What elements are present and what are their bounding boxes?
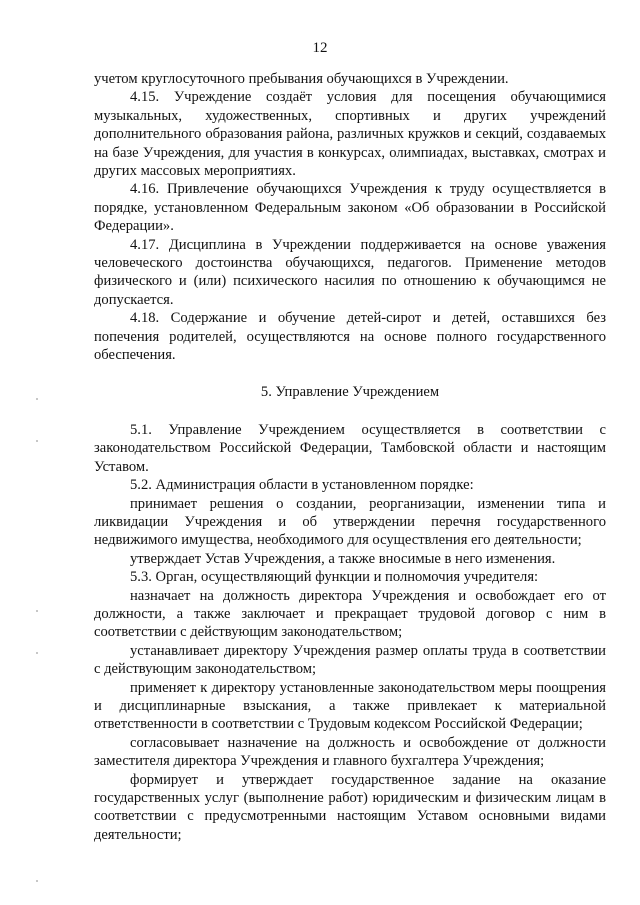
document-body [94, 70, 606, 844]
section-4-paragraphs [94, 70, 606, 365]
paragraph-p52a: принимает решения о создании, реорганизации, изменении типа и ликвидации Учреждения и об утверждении перечня государственного недвижимого имущества, необходимого для осуществления его деятельности; [94, 495, 606, 549]
paragraph-p53d: согласовывает назначение на должность и освобождение от должности заместителя директора Учреждения и главного бухгалтера Учреждения; [94, 734, 606, 770]
paragraph-p415: 4.15. Учреждение создаёт условия для посещения обучающимися музыкальных, художественных, спортивных и других учреждений дополнительного образования района, различных кружков и секций, создаваемых на базе Учреждения, для участия в конкурсах, олимпиадах, выставках, смотрах и других массовых мероприятиях. [94, 89, 606, 180]
section-5-paragraphs [94, 421, 606, 844]
paragraph-p51: 5.1. Управление Учреждением осуществляется в соответствии с законодательством Российской Федерации, Тамбовской области и настоящим Уставом. [94, 421, 606, 475]
scan-mark [36, 610, 38, 612]
paragraph-p53b: устанавливает директору Учреждения размер оплаты труда в соответствии с действующим законодательством; [94, 642, 606, 678]
page-number: 12 [312, 40, 328, 56]
paragraph-p417: 4.17. Дисциплина в Учреждении поддерживается на основе уважения человеческого достоинства обучающихся, педагогов. Применение методов физического и (или) психического насилия по отношению к обучающимся не допускается. [94, 236, 606, 308]
section-heading: 5. Управление Учреждением [260, 383, 440, 400]
scan-mark [36, 398, 38, 400]
paragraph-p416: 4.16. Привлечение обучающихся Учреждения к труду осуществляется в порядке, установленном Федеральным законом «Об образовании в Российской Федерации». [94, 181, 606, 235]
paragraph-p0: учетом круглосуточного пребывания обучающихся в Учреждении. [94, 71, 509, 87]
scan-mark [36, 440, 38, 442]
paragraph-p52b: утверждает Устав Учреждения, а также вносимые в него изменения. [130, 550, 556, 567]
scan-mark [36, 880, 38, 882]
paragraph-p53c: применяет к директору установленные законодательством меры поощрения и дисциплинарные взыскания, а также привлекает к материальной ответственности в соответствии с Трудовым кодексом Российской Федерации; [94, 679, 606, 733]
scan-mark [36, 652, 38, 654]
paragraph-p52: 5.2. Администрация области в установленном порядке: [130, 477, 474, 494]
paragraph-p53e: формирует и утверждает государственное задание на оказание государственных услуг (выполнение работ) юридическим и физическим лицам в соответствии с предусмотренными настоящим Уставом основными видами деятельности; [94, 771, 606, 843]
paragraph-p418: 4.18. Содержание и обучение детей-сирот и детей, оставшихся без попечения родителей, осуществляются на основе полного государственного обеспечения. [94, 310, 606, 364]
paragraph-p53a: назначает на должность директора Учреждения и освобождает его от должности, а также заключает и прекращает трудовой договор с ним в соответствии с действующим законодательством; [94, 587, 606, 641]
paragraph-p53: 5.3. Орган, осуществляющий функции и полномочия учредителя: [130, 569, 539, 586]
